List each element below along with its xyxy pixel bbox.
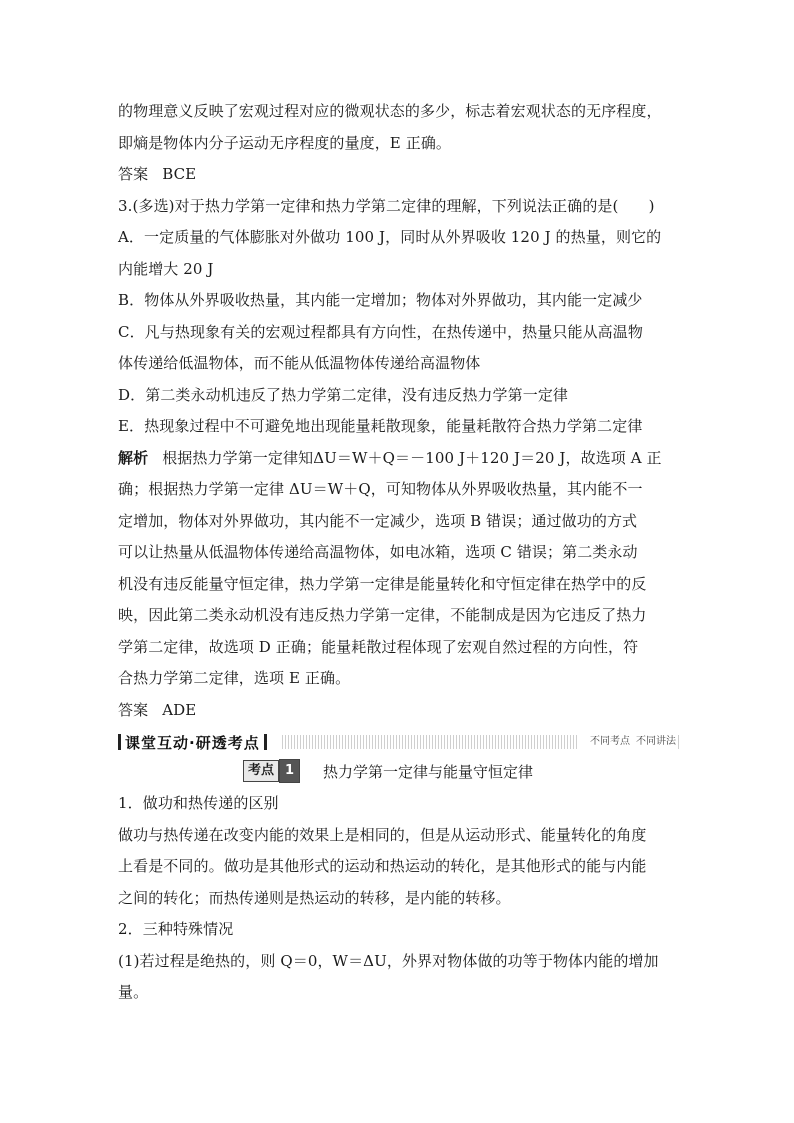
analysis-line: 映，因此第二类永动机没有违反热力学第一定律，不能制成是因为它违反了热力: [118, 606, 647, 624]
answer-line: [118, 695, 680, 727]
option-c: C．凡与热现象有关的宏观过程都具有方向性，在热传递中，热量只能从高温物: [118, 322, 643, 341]
answer-value: ADE: [162, 700, 197, 719]
analysis-line: 合热力学第二定律，选项 E 正确。: [118, 669, 351, 687]
analysis-text: 根据热力学第一定律知ΔU＝W＋Q＝－100 J＋120 J＝20 J，故选项 A 正: [162, 448, 662, 467]
answer-line: [118, 159, 680, 191]
option-a: A．一定质量的气体膨胀对外做功 100 J，同时从外界吸收 120 J 的热量，则它的: [118, 228, 662, 246]
paragraph-line: 量。: [118, 983, 149, 1001]
paragraph-line: (1)若过程是绝热的，则 Q＝0，W＝ΔU，外界对物体做的功等于物体内能的增加: [118, 951, 659, 970]
analysis-line: 定增加，物体对外界做功，其内能不一定减少，选项 B 错误；通过做功的方式: [118, 511, 638, 530]
option-e: E．热现象过程中不可避免地出现能量耗散现象，能量耗散符合热力学第二定律: [118, 417, 643, 435]
answer-value: BCE: [162, 165, 197, 183]
option-b: B．物体从外界吸收热量，其内能一定增加；物体对外界做功，其内能一定减少: [118, 291, 643, 309]
analysis-line: 确；根据热力学第一定律 ΔU＝W＋Q，可知物体从外界吸收热量，其内能不一: [118, 480, 643, 498]
answer-label: 答案: [118, 700, 149, 719]
banner-bar-icon: [264, 734, 267, 750]
option-a-cont: 内能增大 20 J: [118, 259, 214, 278]
option-c-cont: 体传递给低温物体，而不能从低温物体传递给高温物体: [118, 354, 481, 372]
text-line: 的物理意义反映了宏观过程对应的微观状态的多少，标志着宏观状态的无序程度，: [118, 102, 662, 120]
analysis-line: 机没有违反能量守恒定律，热力学第一定律是能量转化和守恒定律在热学中的反: [118, 574, 647, 593]
analysis-line: [118, 443, 680, 475]
topic-badge-label: 考点: [243, 760, 279, 782]
banner-note: 不同考点 不同讲法: [578, 734, 676, 750]
banner-bar-icon: [118, 734, 121, 750]
banner-title: 课堂互动·研透考点: [125, 733, 260, 752]
analysis-line: 可以让热量从低温物体传递给高温物体，如电冰箱，选项 C 错误；第二类永动: [118, 543, 638, 561]
answer-label: 答案: [118, 165, 149, 183]
topic-heading: [118, 758, 680, 786]
text-line: 即熵是物体内分子运动无序程度的量度，E 正确。: [118, 133, 452, 152]
section-heading: 1．做功和热传递的区别: [118, 794, 279, 812]
topic-title: 热力学第一定律与能量守恒定律: [323, 763, 534, 781]
analysis-label: 解析: [118, 448, 149, 467]
option-d: D．第二类永动机违反了热力学第二定律，没有违反热力学第一定律: [118, 385, 569, 404]
topic-badge: [243, 760, 300, 782]
question-stem: 3.(多选)对于热力学第一定律和热力学第二定律的理解，下列说法正确的是( ): [118, 196, 655, 215]
paragraph-line: 之间的转化；而热传递则是热运动的转移，是内能的转移。: [118, 888, 511, 907]
topic-badge-number: 1: [279, 759, 300, 783]
paragraph-line: 上看是不同的。做功是其他形式的运动和热运动的转化，是其他形式的能与内能: [118, 857, 647, 875]
paragraph-line: 做功与热传递在改变内能的效果上是相同的，但是从运动形式、能量转化的角度: [118, 825, 647, 844]
analysis-line: 学第二定律，故选项 D 正确；能量耗散过程体现了宏观自然过程的方向性，符: [118, 637, 639, 656]
section-heading: 2．三种特殊情况: [118, 920, 234, 938]
page-content: [118, 96, 680, 1009]
section-banner: [118, 732, 680, 752]
